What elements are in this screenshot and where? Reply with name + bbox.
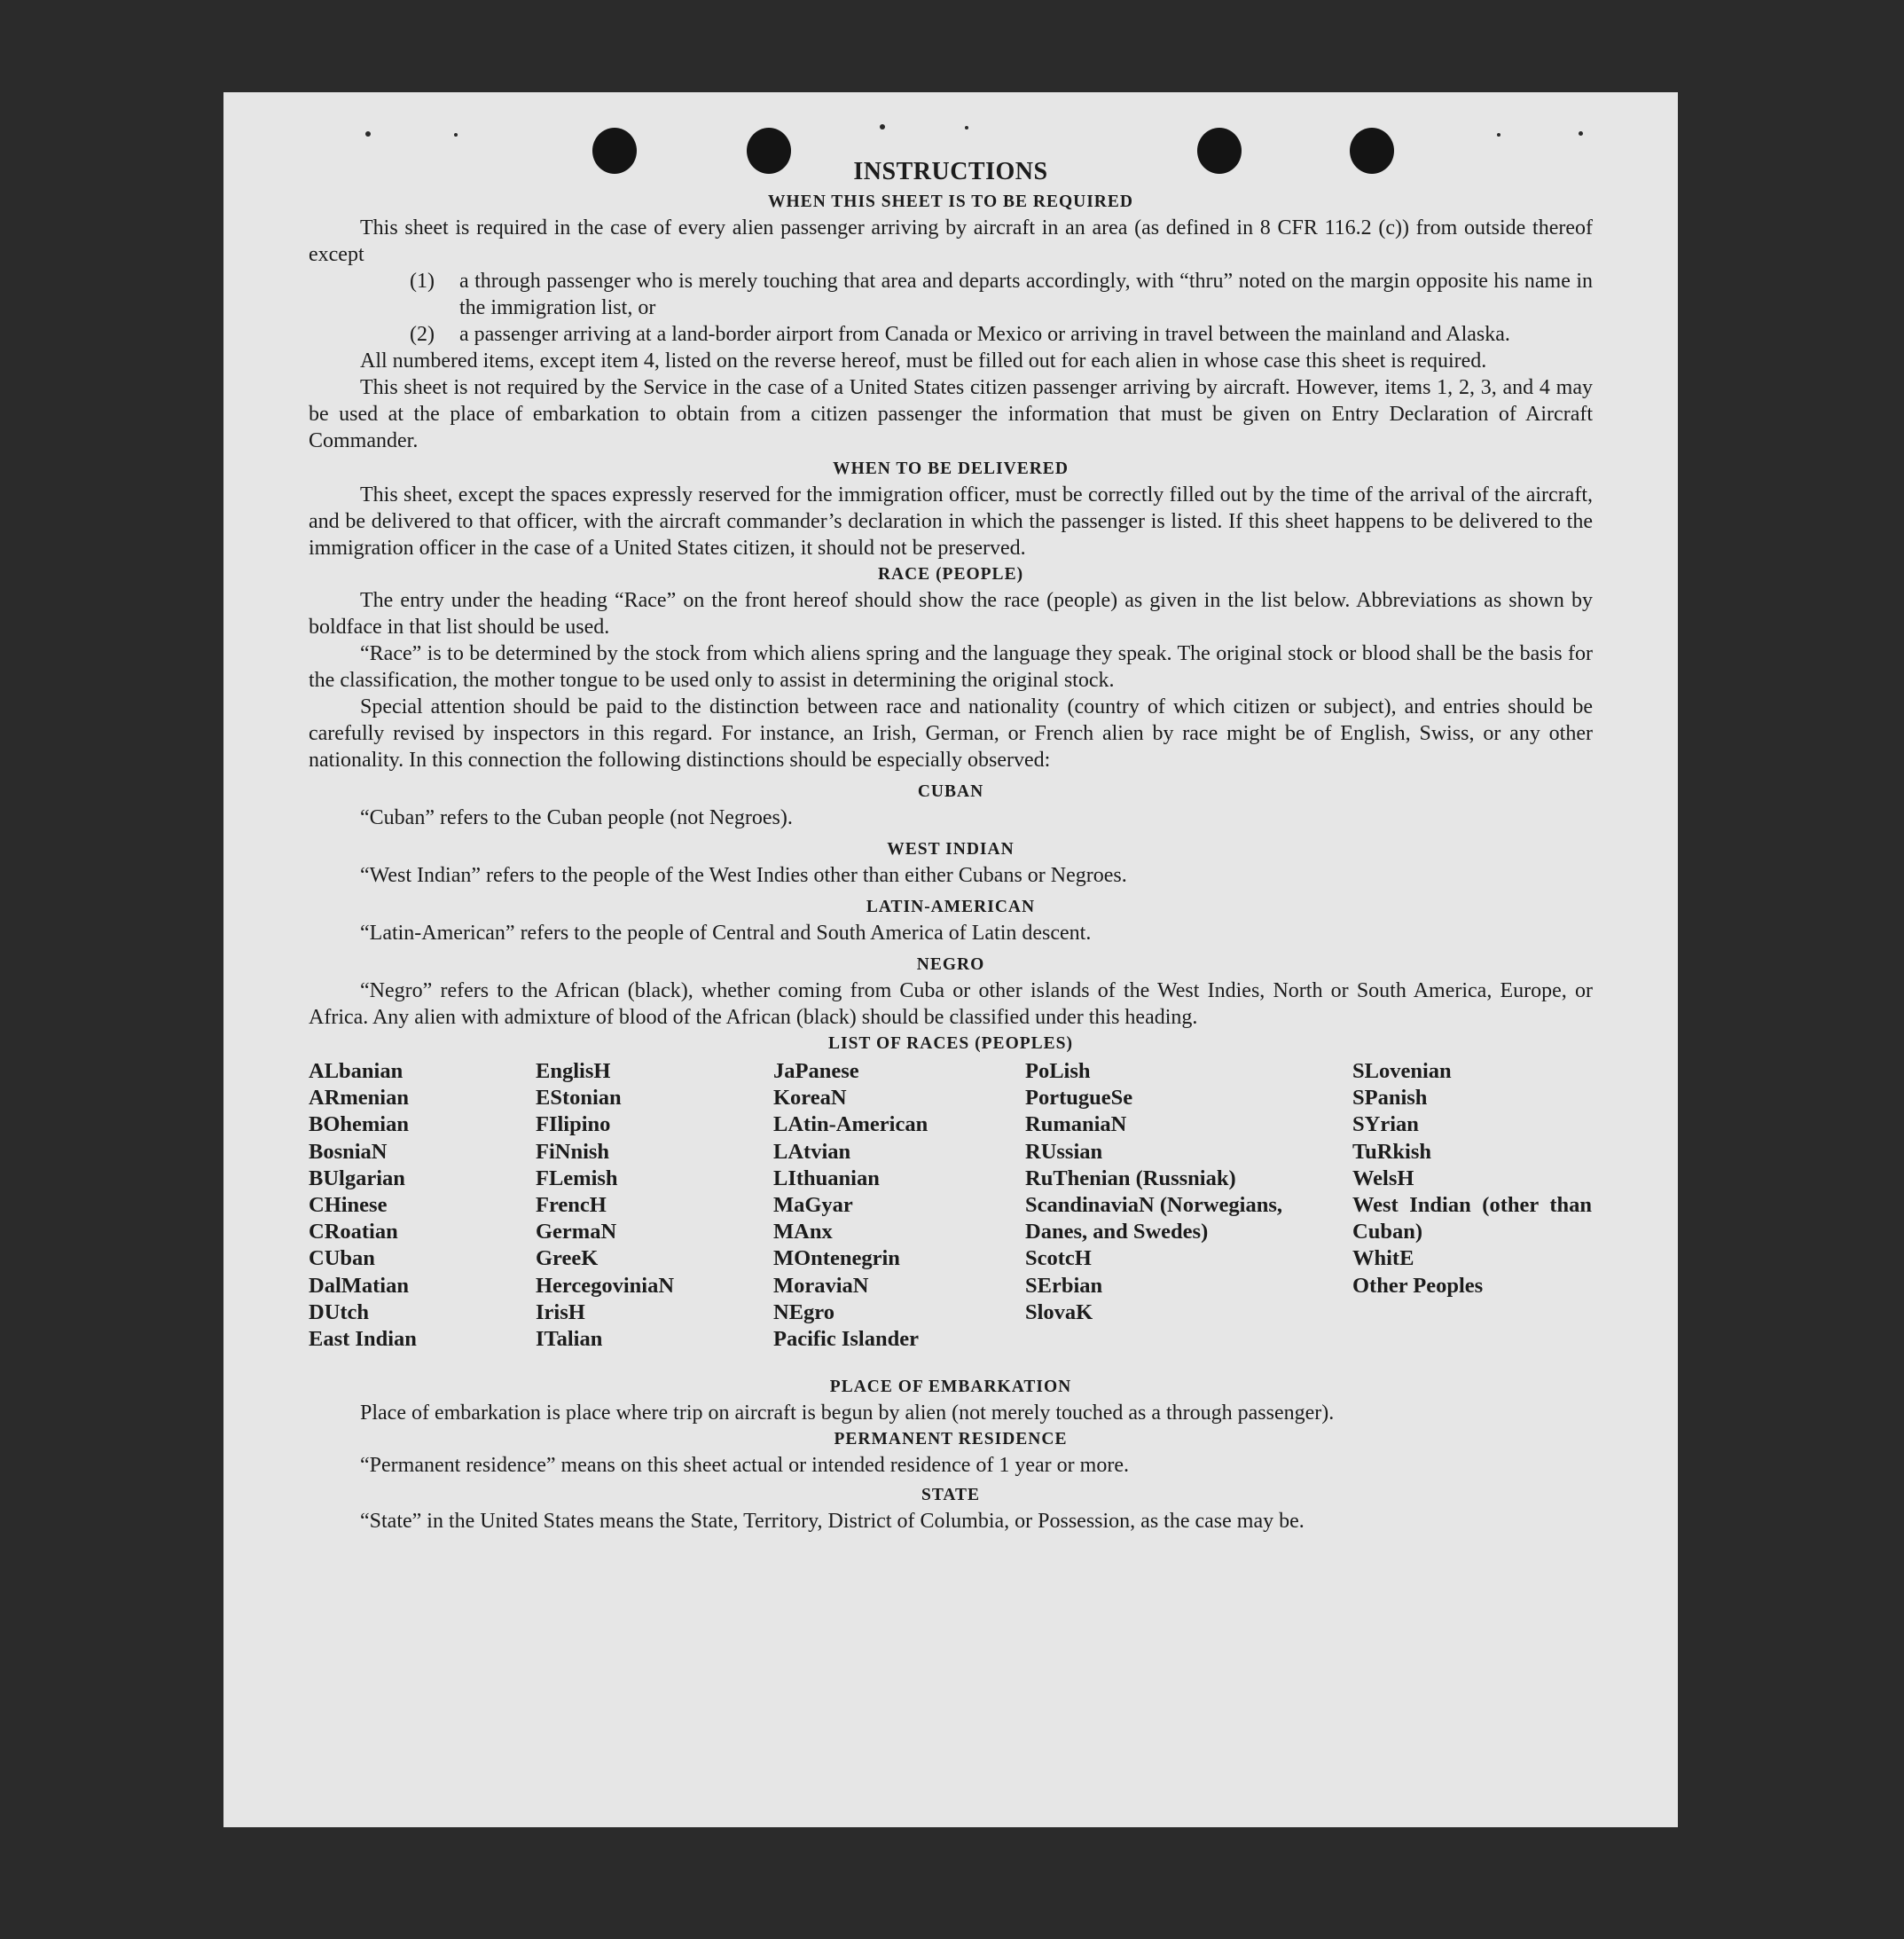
race-para-3: Special attention should be paid to the distinction between race and nationality (country of which citizen or subject), and entries should be carefully revised by inspectors in this regard. For instance, an Irish, German, or French alien by race might be of English, Swiss, or any other nationality. In this connection the following distinctions should be especially observed: <box>309 695 1593 772</box>
section-heading-list: LIST OF RACES (PEOPLES) <box>827 1034 1073 1053</box>
paper-speck <box>965 126 968 130</box>
race-item: KoreaN <box>773 1086 847 1111</box>
section-heading-residence: PERMANENT RESIDENCE <box>834 1430 1068 1448</box>
latin-american-text: “Latin-American” refers to the people of Central and South America of Latin descent. <box>360 922 1092 945</box>
race-item: SPanish <box>1352 1086 1428 1111</box>
race-list <box>309 1058 1593 1374</box>
item-number: (1) <box>410 270 435 293</box>
paper-speck <box>880 124 885 130</box>
race-para-1: The entry under the heading “Race” on the front hereof should show the race (people) as given in the list below. Abbreviations as shown by boldface in that list should be used. <box>309 589 1593 639</box>
race-item: DUtch <box>309 1299 370 1324</box>
race-item: JaPanese <box>773 1059 859 1083</box>
item-text: a passenger arriving at a land-border airport from Canada or Mexico or arriving in travel between the mainland and Alaska. <box>459 323 1510 346</box>
list-item <box>309 321 1593 348</box>
paper-speck <box>1497 133 1500 137</box>
punch-hole <box>592 128 637 174</box>
race-item: West Indian (other than Cuban) <box>1352 1193 1592 1244</box>
page-title: INSTRUCTIONS <box>853 158 1048 185</box>
race-item: LAtvian <box>773 1139 851 1164</box>
race-item: EnglisH <box>536 1059 611 1083</box>
race-column <box>773 1058 928 1353</box>
race-item: SLovenian <box>1352 1059 1452 1083</box>
state-text: “State” in the United States means the State, Territory, District of Columbia, or Possession, as the case may be. <box>360 1510 1305 1533</box>
race-item: IrisH <box>536 1299 585 1324</box>
race-item: ITalian <box>536 1327 603 1352</box>
race-item: PortugueSe <box>1025 1086 1133 1111</box>
section-heading-required: WHEN THIS SHEET IS TO BE REQUIRED <box>768 192 1133 211</box>
race-item: GreeK <box>536 1246 599 1271</box>
section-heading-latin-american: LATIN-AMERICAN <box>866 898 1036 916</box>
race-column <box>309 1058 417 1353</box>
section-heading-west-indian: WEST INDIAN <box>887 840 1015 859</box>
paper-speck <box>454 133 458 137</box>
race-item: CRoatian <box>309 1220 398 1244</box>
race-item: LAtin-American <box>773 1112 928 1137</box>
race-para-2: “Race” is to be determined by the stock from which aliens spring and the language they speak. The original stock or blood shall be the basis for the classification, the mother tongue to be used only to assist in determining the original stock. <box>309 642 1593 692</box>
paper-speck <box>1579 131 1583 136</box>
paper-speck <box>365 131 371 137</box>
race-item: GermaN <box>536 1220 617 1244</box>
negro-text: “Negro” refers to the African (black), whether coming from Cuba or other islands of the West Indies, North or South America, Europe, or Africa. Any alien with admixture of blood of the African (black) should be classified under this heading. <box>309 979 1593 1029</box>
race-column <box>1352 1058 1592 1299</box>
item-number: (2) <box>410 323 435 346</box>
required-para-2: All numbered items, except item 4, listed on the reverse hereof, must be filled out for each alien in whose case this sheet is required. <box>360 349 1487 373</box>
race-item: NEgro <box>773 1299 834 1324</box>
race-item: ARmenian <box>309 1086 409 1111</box>
race-item: WhitE <box>1352 1246 1414 1271</box>
race-item: CHinese <box>309 1193 388 1218</box>
item-text: a through passenger who is merely touching that area and departs accordingly, with “thru” noted on the margin opposite his name in the immigration list, or <box>459 270 1593 319</box>
race-item: ScotcH <box>1025 1246 1092 1271</box>
race-item: CUban <box>309 1246 375 1271</box>
delivered-text: This sheet, except the spaces expressly reserved for the immigration officer, must be correctly filled out by the time of the arrival of the aircraft, and be delivered to that officer, with the aircraft commander’s declaration in which the passenger is listed. If this sheet happens to be delivered to the immigration officer in the case of a United States citizen, it should not be preserved. <box>309 483 1593 560</box>
section-heading-race: RACE (PEOPLE) <box>877 565 1024 584</box>
race-item: BosniaN <box>309 1139 388 1164</box>
race-item: RuThenian (Russniak) <box>1025 1166 1236 1190</box>
race-item: PoLish <box>1025 1059 1091 1083</box>
race-item: FIlipino <box>536 1112 611 1137</box>
race-item: HercegoviniaN <box>536 1273 675 1298</box>
race-item: East Indian <box>309 1327 417 1352</box>
required-intro: This sheet is required in the case of every alien passenger arriving by aircraft in an area (as defined in 8 CFR 116.2 (c)) from outside thereof except <box>309 216 1593 266</box>
race-item: SlovaK <box>1025 1299 1093 1324</box>
race-item: MaGyar <box>773 1193 853 1218</box>
west-indian-text: “West Indian” refers to the people of the West Indies other than either Cubans or Negroes. <box>360 864 1127 887</box>
race-item: RumaniaN <box>1025 1112 1127 1137</box>
race-item: FiNnish <box>536 1139 610 1164</box>
race-item: MOntenegrin <box>773 1246 900 1271</box>
cuban-text: “Cuban” refers to the Cuban people (not Negroes). <box>360 806 793 829</box>
punch-hole <box>1197 128 1242 174</box>
section-heading-cuban: CUBAN <box>917 782 984 801</box>
embarkation-text: Place of embarkation is place where trip on aircraft is begun by alien (not merely touched as a through passenger). <box>360 1401 1335 1425</box>
race-item: BUlgarian <box>309 1166 405 1190</box>
required-para-3: This sheet is not required by the Service in the case of a United States citizen passenger arriving by aircraft. However, items 1, 2, 3, and 4 may be used at the place of embarkation to obtain from a citizen passenger the information that must be given on Entry Declaration of Aircraft Commander. <box>309 376 1593 452</box>
race-item: MoraviaN <box>773 1273 869 1298</box>
race-item: SErbian <box>1025 1273 1103 1298</box>
race-column <box>536 1058 674 1353</box>
race-item: WelsH <box>1352 1166 1414 1190</box>
race-item: FrencH <box>536 1193 607 1218</box>
race-item: EStonian <box>536 1086 622 1111</box>
race-item: DalMatian <box>309 1273 409 1298</box>
race-item: RUssian <box>1025 1139 1103 1164</box>
instruction-sheet <box>223 92 1678 1827</box>
race-item: SYrian <box>1352 1112 1419 1137</box>
section-heading-state: STATE <box>921 1486 981 1504</box>
race-item: Pacific Islander <box>773 1327 919 1352</box>
race-item: BOhemian <box>309 1112 409 1137</box>
race-column <box>1025 1058 1282 1326</box>
race-item: LIthuanian <box>773 1166 880 1190</box>
section-heading-delivered: WHEN TO BE DELIVERED <box>833 459 1069 478</box>
punch-hole <box>747 128 791 174</box>
section-heading-negro: NEGRO <box>916 955 985 974</box>
race-item: ALbanian <box>309 1059 404 1083</box>
race-item: Other Peoples <box>1352 1273 1484 1298</box>
residence-text: “Permanent residence” means on this sheet actual or intended residence of 1 year or more. <box>360 1454 1129 1477</box>
race-item: FLemish <box>536 1166 618 1190</box>
section-heading-embarkation: PLACE OF EMBARKATION <box>829 1378 1072 1396</box>
race-item: MAnx <box>773 1220 833 1244</box>
race-item: ScandinaviaN (Norwegians, Danes, and Swedes) <box>1025 1193 1282 1244</box>
list-item <box>309 268 1593 321</box>
race-item: TuRkish <box>1352 1139 1432 1164</box>
punch-hole <box>1350 128 1394 174</box>
